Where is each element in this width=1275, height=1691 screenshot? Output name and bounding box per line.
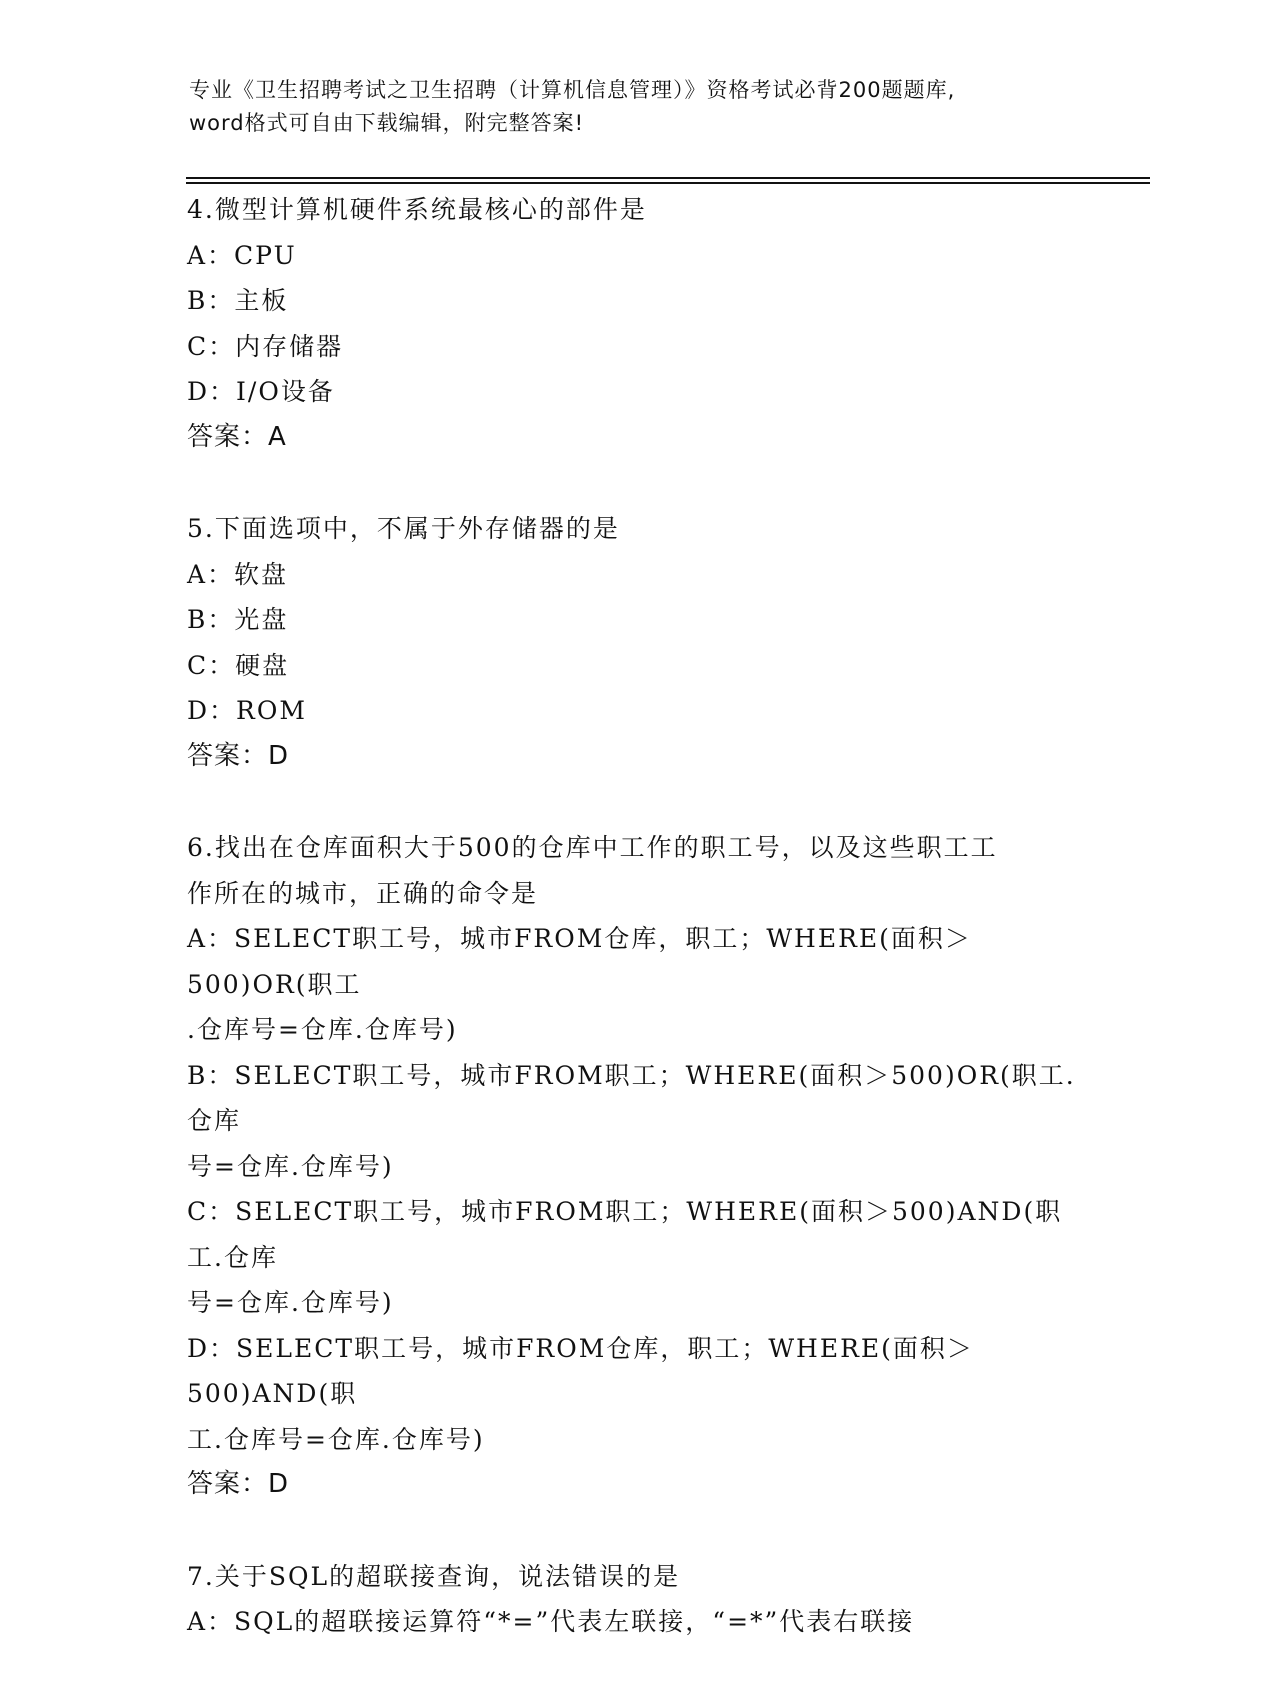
answer-label: 答案：A <box>187 421 287 452</box>
question-stem: 5.下面选项中，不属于外存储器的是 <box>187 514 620 543</box>
question-5 <box>187 506 1087 779</box>
option-d-continued: 工.仓库号=仓库.仓库号) <box>187 1424 485 1454</box>
question-4 <box>187 187 1087 460</box>
answer-label: 答案：D <box>187 740 290 771</box>
option-a: A：CPU <box>187 240 297 270</box>
option-c: C：SELECT职工号，城市FROM职工；WHERE(面积＞500)AND(职工.仓库 <box>187 1197 1063 1272</box>
option-a-continued: .仓库号=仓库.仓库号) <box>187 1015 458 1044</box>
option-c: C：硬盘 <box>187 650 290 680</box>
answer-label: 答案：D <box>187 1469 290 1499</box>
header-divider-top <box>186 177 1150 179</box>
option-a: A：软盘 <box>187 559 289 589</box>
header-line-1: 专业《卫生招聘考试之卫生招聘（计算机信息管理）》资格考试必背200题题库, <box>189 78 956 102</box>
document-header <box>189 74 1089 140</box>
option-b: B：SELECT职工号，城市FROM职工；WHERE(面积＞500)OR(职工.仓库 <box>187 1060 1076 1135</box>
option-b: B：光盘 <box>187 605 289 634</box>
question-7 <box>187 1554 1087 1645</box>
option-c-continued: 号=仓库.仓库号) <box>187 1288 394 1317</box>
question-stem: 7.关于SQL的超联接查询，说法错误的是 <box>187 1561 681 1591</box>
option-c: C：内存储器 <box>187 331 344 361</box>
question-stem: 4.微型计算机硬件系统最核心的部件是 <box>187 195 647 224</box>
header-line-2: word格式可自由下载编辑，附完整答案! <box>189 111 585 135</box>
question-list <box>187 187 1087 1691</box>
question-stem-continued: 作所在的城市，正确的命令是 <box>187 878 539 908</box>
question-6 <box>187 825 1087 1508</box>
option-d: D：I/O设备 <box>187 377 335 406</box>
option-a: A：SQL的超联接运算符“*=”代表左联接，“=*”代表右联接 <box>187 1607 915 1636</box>
option-a: A：SELECT职工号，城市FROM仓库，职工；WHERE(面积＞500)OR(职工 <box>187 924 972 999</box>
question-stem: 6.找出在仓库面积大于500的仓库中工作的职工号，以及这些职工工 <box>187 833 998 862</box>
option-d: D：ROM <box>187 696 307 725</box>
header-divider-bottom <box>186 182 1150 184</box>
option-d: D：SELECT职工号，城市FROM仓库，职工；WHERE(面积＞500)AND(职 <box>187 1333 974 1408</box>
option-b: B：主板 <box>187 286 289 315</box>
option-b-continued: 号=仓库.仓库号) <box>187 1151 394 1181</box>
